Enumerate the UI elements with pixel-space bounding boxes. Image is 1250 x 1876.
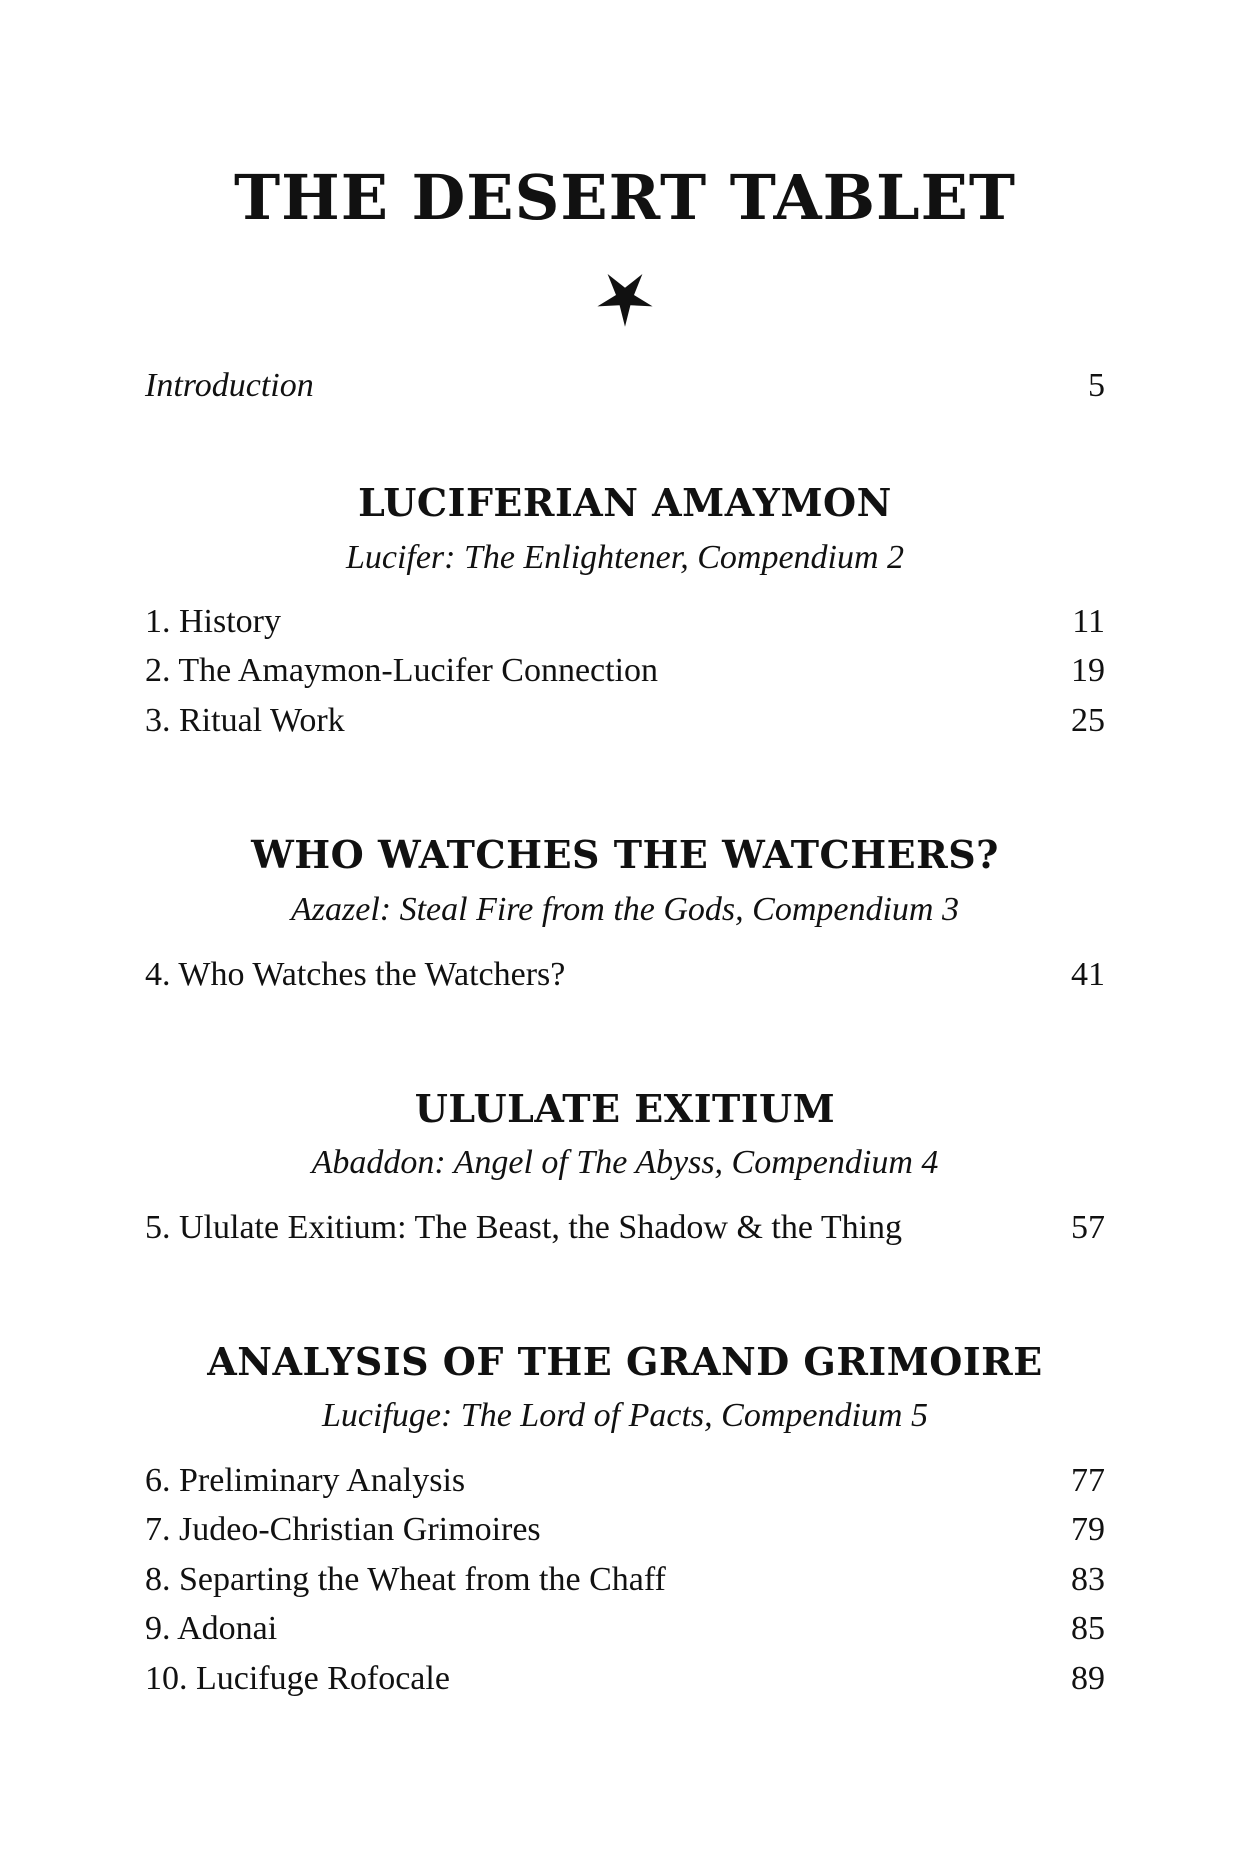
section-subtitle: Abaddon: Angel of The Abyss, Compendium 4	[311, 1144, 939, 1181]
toc-entry-label: 6. Preliminary Analysis	[145, 1462, 466, 1499]
toc-entry-page: 83	[1071, 1561, 1105, 1598]
toc-entry-label: 10. Lucifuge Rofocale	[145, 1660, 450, 1697]
toc-entry-page: 41	[1071, 956, 1105, 993]
toc-entry[interactable]	[145, 1657, 1105, 1701]
toc-entry-label: 8. Separting the Wheat from the Chaff	[145, 1561, 666, 1598]
toc-entry-page: 25	[1071, 702, 1105, 739]
toc-entry-label: 7. Judeo-Christian Grimoires	[145, 1511, 541, 1548]
toc-entry-label: 4. Who Watches the Watchers?	[145, 956, 566, 993]
section-subtitle: Azazel: Steal Fire from the Gods, Compendium 3	[291, 891, 959, 928]
toc-entry-label: Introduction	[145, 367, 314, 404]
toc-entry-page: 5	[1088, 367, 1105, 404]
toc-entry[interactable]	[145, 1607, 1105, 1651]
toc-entry[interactable]	[145, 1459, 1105, 1503]
toc-entry-label: 2. The Amaymon-Lucifer Connection	[145, 652, 659, 689]
toc-entry-page: 57	[1071, 1209, 1105, 1246]
toc-entry[interactable]	[145, 953, 1105, 997]
toc-entry[interactable]	[145, 649, 1105, 693]
section-subtitle: Lucifuge: The Lord of Pacts, Compendium 5	[322, 1397, 928, 1434]
toc-entry-label: 1. History	[145, 603, 281, 640]
toc-entry-page: 77	[1071, 1462, 1105, 1499]
toc-entry[interactable]	[145, 600, 1105, 644]
toc-entry[interactable]	[145, 1206, 1105, 1250]
toc-entry-page: 79	[1071, 1511, 1105, 1548]
section-heading: LUCIFERIAN AMAYMON	[358, 480, 892, 525]
toc-entry-page: 85	[1071, 1610, 1105, 1647]
section-heading: WHO WATCHES THE WATCHERS?	[251, 832, 999, 877]
toc-entry[interactable]	[145, 699, 1105, 743]
toc-entry-label: 5. Ululate Exitium: The Beast, the Shadow & the Thing	[145, 1209, 903, 1246]
section-heading: ANALYSIS OF THE GRAND GRIMOIRE	[207, 1339, 1043, 1384]
toc-entry-label: 9. Adonai	[145, 1610, 278, 1647]
toc-entry[interactable]	[145, 1508, 1105, 1552]
pentagram-star-icon	[595, 268, 655, 328]
page-title: THE DESERT TABLET	[233, 161, 1016, 234]
section-heading: ULULATE EXITIUM	[414, 1086, 836, 1131]
toc-entry-page: 11	[1072, 603, 1105, 640]
toc-entry[interactable]	[145, 1558, 1105, 1602]
toc-entry-page: 19	[1071, 652, 1105, 689]
section-subtitle: Lucifer: The Enlightener, Compendium 2	[345, 539, 905, 576]
toc-entry-introduction[interactable]	[145, 364, 1105, 408]
toc-entry-page: 89	[1071, 1660, 1105, 1697]
toc-entry-label: 3. Ritual Work	[145, 702, 345, 739]
